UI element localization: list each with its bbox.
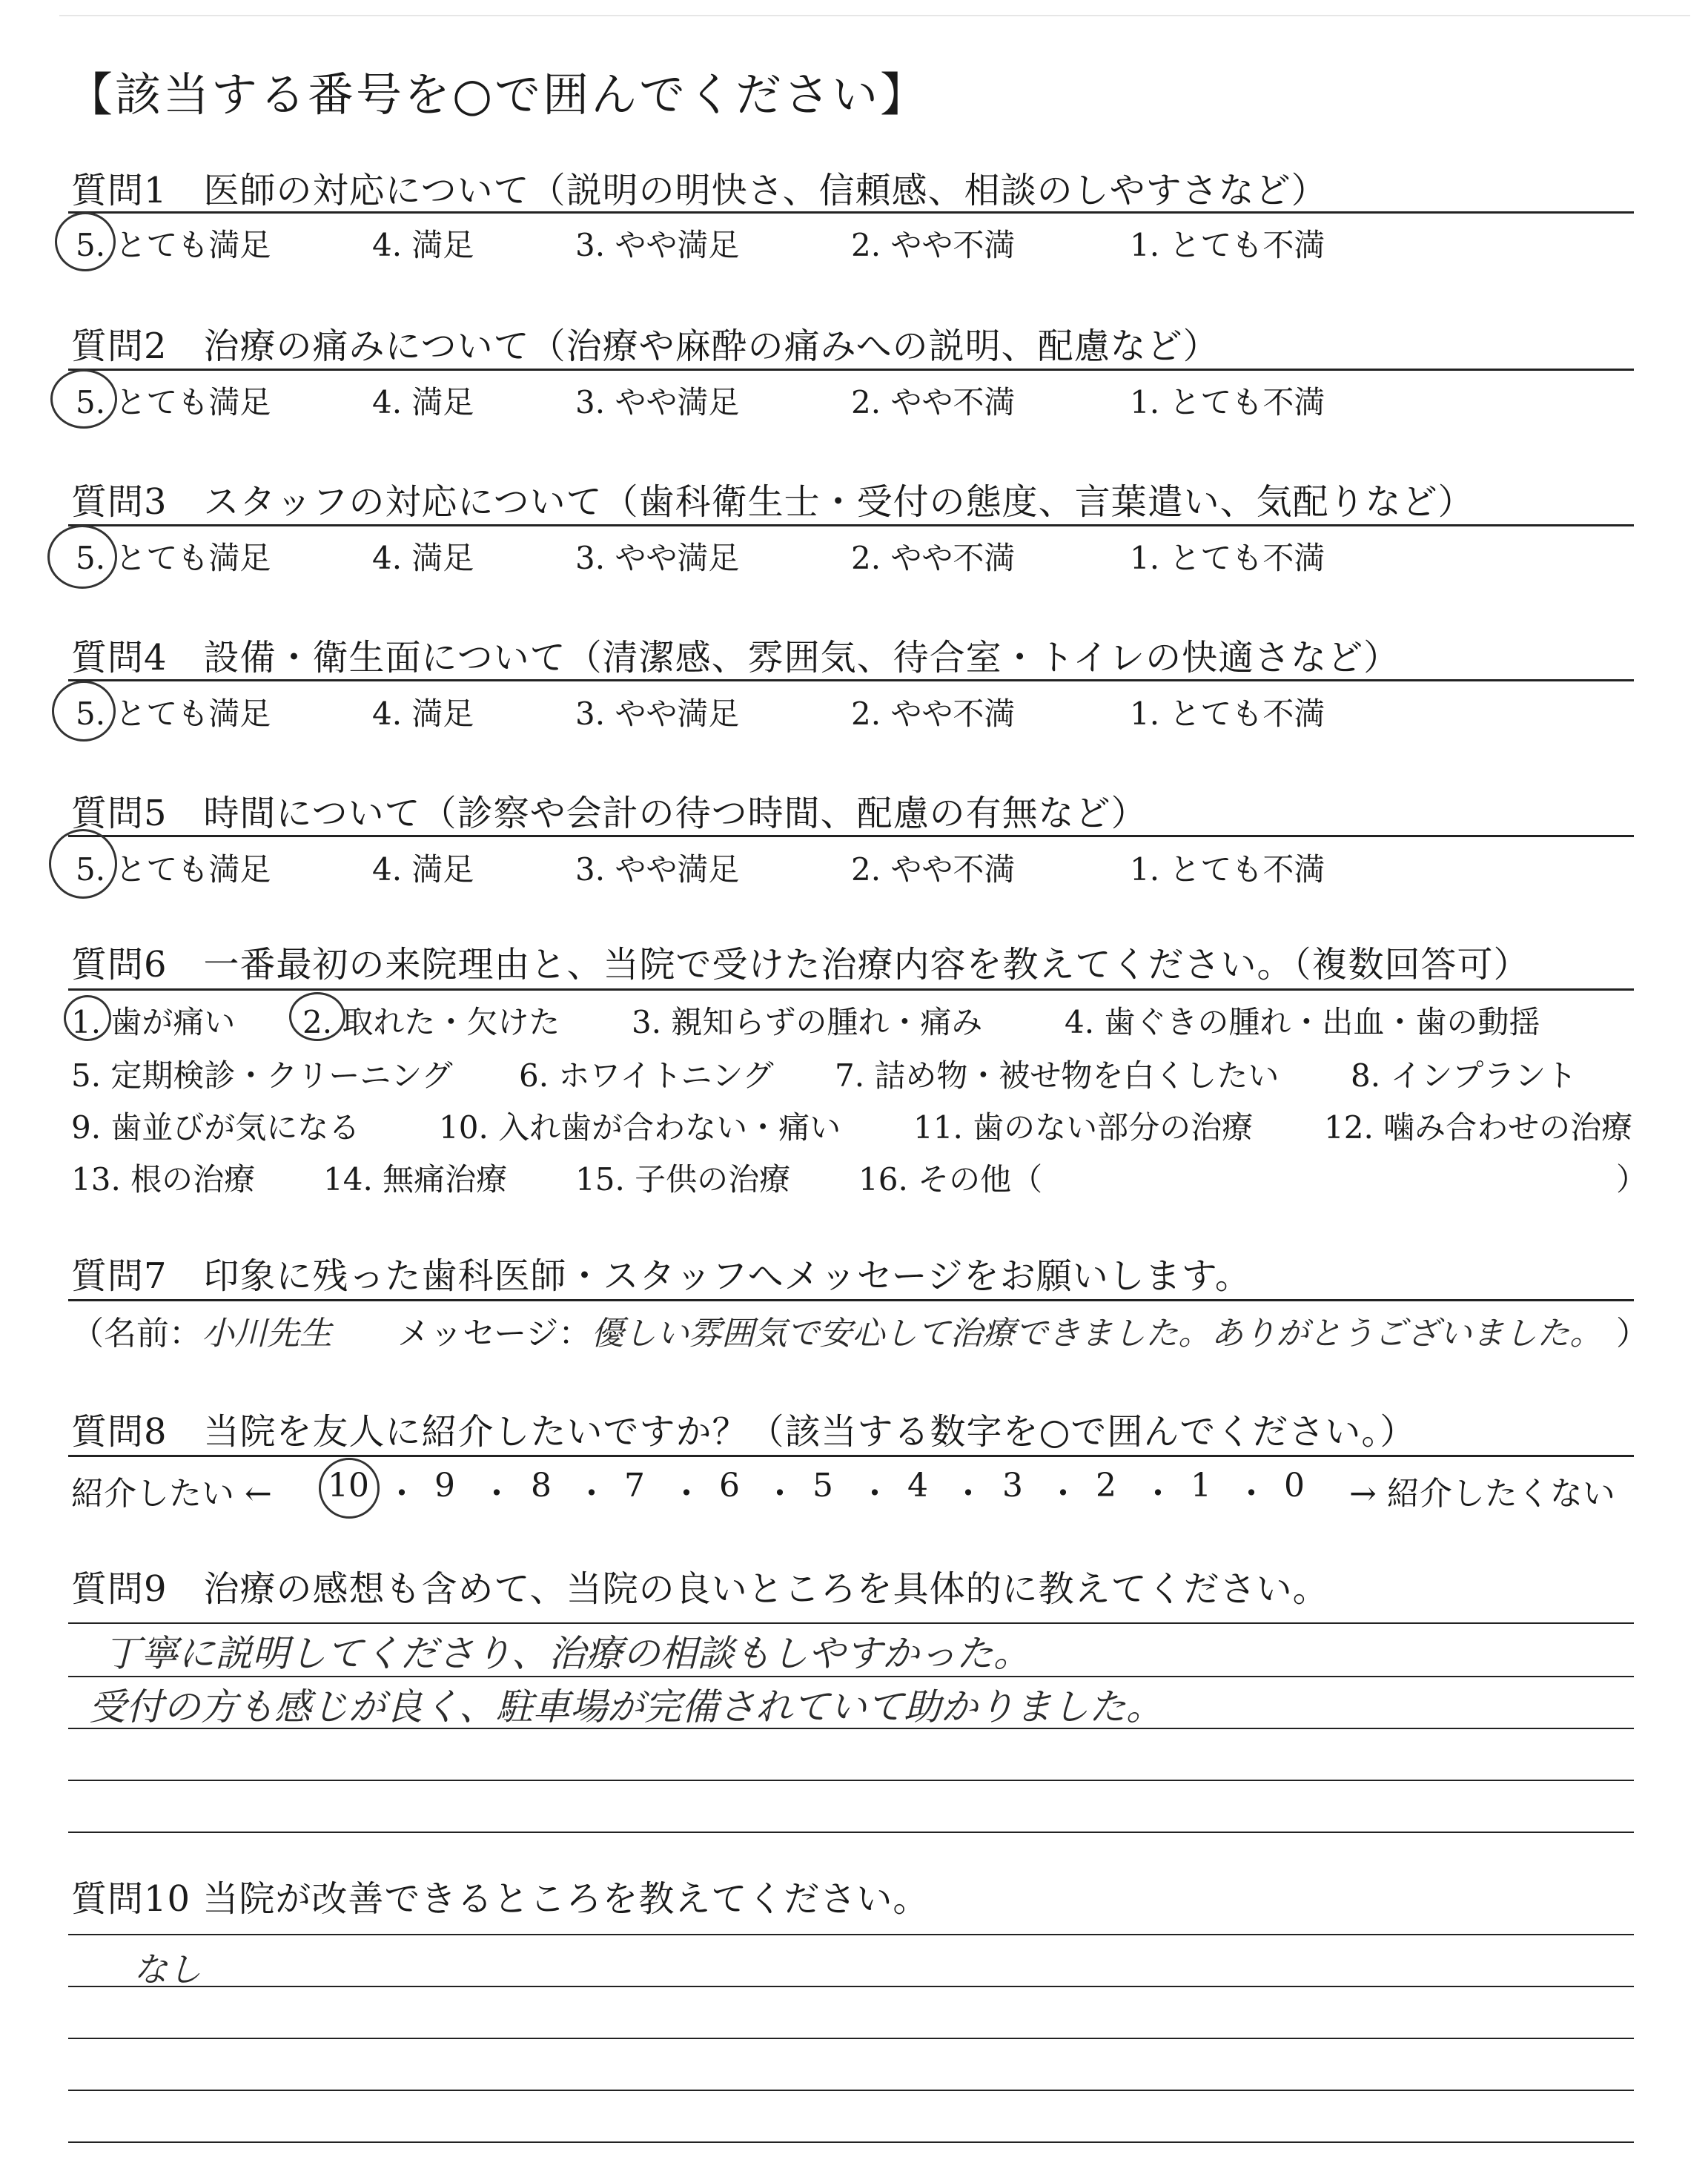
q8-scale-4[interactable]: 4 (907, 1467, 928, 1505)
q8-separator: ・ (480, 1475, 513, 1513)
q6-option-3[interactable]: 3. 親知らずの腫れ・痛み (632, 1004, 983, 1040)
q7-rule (68, 1299, 1634, 1301)
q3-option-4[interactable]: 4. 満足 (372, 540, 474, 576)
q8-left-label: 紹介したい ← (71, 1475, 272, 1513)
q5-rule (68, 835, 1634, 837)
q3-option-3[interactable]: 3. やや満足 (575, 540, 740, 576)
q1-option-5[interactable]: 5. とても満足 (76, 227, 271, 263)
q3-option-5[interactable]: 5. とても満足 (76, 540, 271, 576)
q4-option-1[interactable]: 1. とても不満 (1130, 696, 1325, 732)
q7-message-label: メッセージ： (397, 1315, 592, 1353)
q9-line-4 (68, 1780, 1634, 1781)
q1-rule (68, 211, 1634, 214)
q6-rule (68, 988, 1634, 991)
q6-option-8[interactable]: 8. インプラント (1351, 1057, 1578, 1094)
q1-option-3[interactable]: 3. やや満足 (575, 227, 740, 263)
q2-option-2[interactable]: 2. やや不満 (851, 384, 1016, 420)
q5-option-3[interactable]: 3. やや満足 (575, 851, 740, 888)
q8-separator: ・ (670, 1475, 703, 1513)
q4-rule (68, 679, 1634, 681)
q8-scale-0[interactable]: 0 (1284, 1467, 1305, 1505)
q3-selection-circle (47, 525, 117, 589)
q6-option-11[interactable]: 11. 歯のない部分の治療 (913, 1109, 1254, 1146)
q8-separator: ・ (385, 1475, 418, 1513)
q8-separator: ・ (575, 1475, 608, 1513)
q2-option-5[interactable]: 5. とても満足 (76, 384, 271, 420)
q8-separator: ・ (1235, 1475, 1268, 1513)
q1-option-4[interactable]: 4. 満足 (372, 227, 474, 263)
q4-selection-circle (52, 681, 116, 742)
q6-option-4[interactable]: 4. 歯ぐきの腫れ・出血・歯の動揺 (1065, 1004, 1540, 1040)
q8-scale-3[interactable]: 3 (1002, 1467, 1023, 1505)
q6-selection-circle-2 (289, 992, 345, 1041)
q8-scale-1[interactable]: 1 (1191, 1467, 1211, 1505)
q2-option-1[interactable]: 1. とても不満 (1130, 384, 1325, 420)
q8-scale-2[interactable]: 2 (1096, 1467, 1116, 1505)
q5-option-2[interactable]: 2. やや不満 (851, 851, 1016, 888)
q9-title: 質問9 治療の感想も含めて、当院の良いところを具体的に教えてください。 (71, 1568, 1329, 1610)
q8-separator: ・ (1142, 1475, 1174, 1513)
q4-option-4[interactable]: 4. 満足 (372, 696, 474, 732)
q3-option-1[interactable]: 1. とても不満 (1130, 540, 1325, 576)
q6-option-5[interactable]: 5. 定期検診・クリーニング (71, 1057, 453, 1094)
q8-title: 質問8 当院を友人に紹介したいですか？（該当する数字を○で囲んでください。） (71, 1411, 1417, 1453)
q7-name-label: （名前： (71, 1315, 202, 1353)
q6-option-2[interactable]: 2. 取れた・欠けた (302, 1004, 560, 1040)
q6-other-close-paren: ） (1616, 1161, 1648, 1198)
q10-line-2 (68, 1986, 1634, 1987)
q2-rule (68, 369, 1634, 371)
q5-title: 質問5 時間について（診察や会計の待つ時間、配慮の有無など） (71, 793, 1148, 834)
q6-option-6[interactable]: 6. ホワイトニング (519, 1057, 774, 1094)
q7-answer-row (71, 1307, 1602, 1354)
q8-scale-10[interactable]: 10 (328, 1467, 369, 1505)
q6-title: 質問6 一番最初の来院理由と、当院で受けた治療内容を教えてください。（複数回答可） (71, 944, 1530, 985)
q10-answer[interactable]: なし (133, 1949, 202, 1989)
q1-title: 質問1 医師の対応について（説明の明快さ、信頼感、相談のしやすさなど） (71, 170, 1328, 211)
q8-separator: ・ (1047, 1475, 1079, 1513)
q6-option-14[interactable]: 14. 無痛治療 (323, 1161, 508, 1198)
q4-option-2[interactable]: 2. やや不満 (851, 696, 1016, 732)
q10-line-4 (68, 2090, 1634, 2091)
q2-option-3[interactable]: 3. やや満足 (575, 384, 740, 420)
q3-rule (68, 524, 1634, 526)
q8-scale-8[interactable]: 8 (531, 1467, 552, 1505)
q8-scale-7[interactable]: 7 (624, 1467, 645, 1505)
q7-title: 質問7 印象に残った歯科医師・スタッフへメッセージをお願いします。 (71, 1255, 1251, 1297)
q1-option-1[interactable]: 1. とても不満 (1130, 227, 1325, 263)
q4-title: 質問4 設備・衛生面について（清潔感、雰囲気、待合室・トイレの快適さなど） (71, 637, 1400, 678)
q6-option-7[interactable]: 7. 詰め物・被せ物を白くしたい (835, 1057, 1280, 1094)
q7-name-value[interactable]: 小川先生 (202, 1315, 332, 1353)
q9-line-5 (68, 1832, 1634, 1833)
q7-close-paren: ） (1616, 1315, 1649, 1353)
q5-option-1[interactable]: 1. とても不満 (1130, 851, 1325, 888)
q6-selection-circle-1 (64, 995, 111, 1041)
q2-selection-circle (50, 369, 117, 429)
q8-scale-5[interactable]: 5 (812, 1467, 833, 1505)
q8-separator: ・ (952, 1475, 984, 1513)
q6-option-10[interactable]: 10. 入れ歯が合わない・痛い (439, 1109, 841, 1146)
q6-option-16[interactable]: 16. その他（ (858, 1161, 1043, 1198)
q6-option-13[interactable]: 13. 根の治療 (71, 1161, 256, 1198)
q8-right-label: → 紹介したくない (1349, 1475, 1615, 1513)
q6-option-1[interactable]: 1. 歯が痛い (71, 1004, 236, 1040)
q2-option-4[interactable]: 4. 満足 (372, 384, 474, 420)
q6-option-9[interactable]: 9. 歯並びが気になる (71, 1109, 360, 1146)
q7-message-value[interactable]: 優しい雰囲気で安心して治療できました。ありがとうございました。 (591, 1315, 1603, 1353)
q4-option-3[interactable]: 3. やや満足 (575, 696, 740, 732)
q8-scale-6[interactable]: 6 (719, 1467, 740, 1505)
q6-option-12[interactable]: 12. 噛み合わせの治療 (1324, 1109, 1633, 1146)
q3-option-2[interactable]: 2. やや不満 (851, 540, 1016, 576)
q2-title: 質問2 治療の痛みについて（治療や麻酔の痛みへの説明、配慮など） (71, 326, 1219, 367)
q4-option-5[interactable]: 5. とても満足 (76, 696, 271, 732)
q3-title: 質問3 スタッフの対応について（歯科衛生士・受付の態度、言葉遣い、気配りなど） (71, 481, 1474, 523)
q8-separator: ・ (764, 1475, 796, 1513)
q10-line-1 (68, 1934, 1634, 1935)
q8-selection-circle (319, 1458, 380, 1519)
q8-rule (68, 1455, 1634, 1457)
q5-option-4[interactable]: 4. 満足 (372, 851, 474, 888)
q10-line-5 (68, 2141, 1634, 2143)
q6-option-15[interactable]: 15. 子供の治療 (575, 1161, 791, 1198)
q8-separator: ・ (858, 1475, 891, 1513)
q1-selection-circle (55, 212, 116, 271)
top-border (59, 15, 1690, 16)
q5-selection-circle (49, 829, 117, 899)
q9-answer-line-2[interactable]: 受付の方も感じが良く、駐車場が完備されていて助かりました。 (89, 1685, 1163, 1728)
q9-answer-line-1[interactable]: 丁寧に説明してくださり、治療の相談もしやすかった。 (104, 1632, 1030, 1675)
q10-title: 質問10 当院が改善できるところを教えてください。 (71, 1878, 930, 1920)
q8-scale-9[interactable]: 9 (434, 1467, 455, 1505)
q5-option-5[interactable]: 5. とても満足 (76, 851, 271, 888)
instruction-header: 【該当する番号を○で囲んでください】 (67, 67, 929, 122)
q10-line-3 (68, 2038, 1634, 2039)
q1-option-2[interactable]: 2. やや不満 (851, 227, 1016, 263)
